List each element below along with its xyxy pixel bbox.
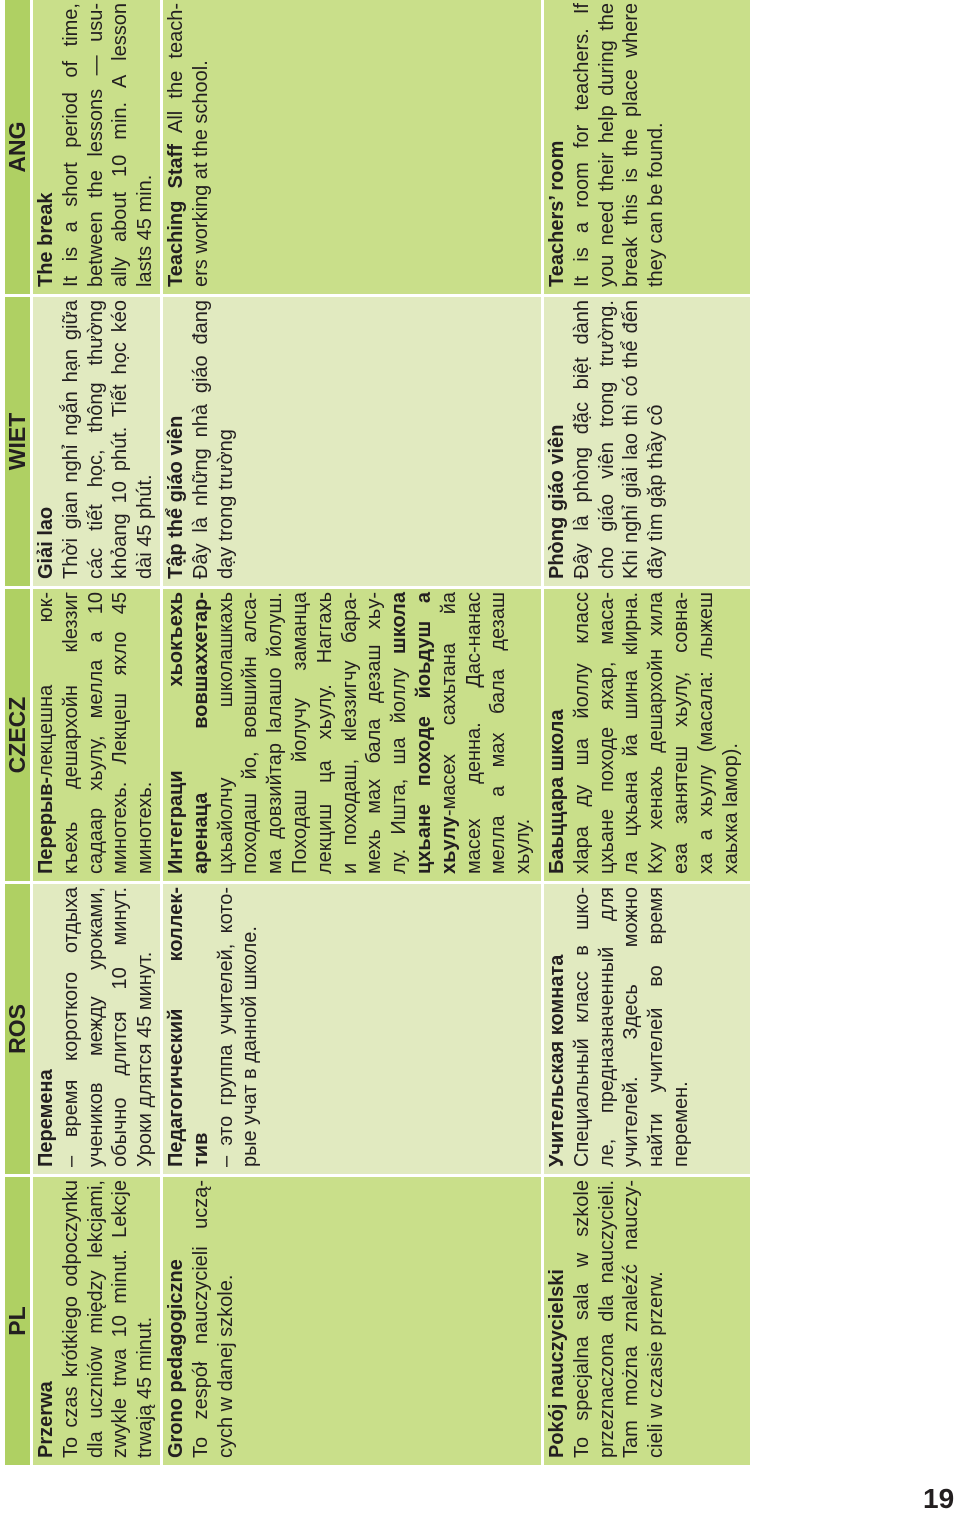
cell-line: еза занятеш хьулу, совна- [669,592,692,874]
term-cell-czecz [33,589,160,881]
cell-line: cieli w czasie przerw. [645,1271,668,1458]
cell-line: Tam można znaleźć nauczy- [620,1180,643,1458]
cell-line: Phòng giáo viên [546,424,568,579]
cell-line: you need their help during the [595,3,618,287]
cell-line [412,592,437,874]
cell-line: Кху хенахь дешархойн хила [645,592,668,874]
term-cell-ang [544,0,750,294]
cell-line: dla uczniów między lekcjami, [84,1180,107,1458]
cell-line: Giải lao [35,506,57,579]
cell-line: обычно длится 10 минут. [109,887,132,1167]
cell-line: Tập thể giáo viên [165,415,187,579]
cell-line: цхьайолчу школашкахь [214,592,237,874]
cell-line: các tiết học, thông thường [84,300,107,579]
cell-line: ла цхьана йа шина кlирна. [620,592,643,874]
cell-line: перемен. [669,1081,692,1167]
term-cell-ros [544,884,750,1174]
cell-line: Педагогический коллек- [165,887,187,1167]
column-header-ang: ANG [5,0,30,294]
cell-line: учителей. Здесь можно [620,887,643,1167]
vocabulary-table [5,0,750,1465]
cell-line: хlара ду ша йоллу класс [570,592,593,874]
cell-line: đây tìm gặp thầy cô [645,404,668,579]
cell-line: садаар хьулу, мелла а 10 [84,592,107,874]
cell-line: походаш йо, вовшийн алса- [239,592,262,874]
cell-line: Pokój nauczycielski [546,1269,568,1458]
term-cell-ang [33,0,160,294]
cell-line: ally about 10 min. A lesson [109,3,132,287]
cell-line: between the lessons — usu- [84,3,107,287]
cell-line: trwają 45 minut. [134,1316,157,1458]
cell-line: Grono pedagogiczne [165,1259,187,1458]
cell-line: przeznaczona dla nauczycieli. [595,1180,618,1458]
term-cell-ang [163,0,541,294]
cell-line: khỏang 10 phút. Tiết học kéo [109,300,132,579]
cell-line: Баьццара школа [546,709,568,874]
term-cell-czecz [163,589,541,881]
cell-line: dạy trong trường [214,429,237,579]
cell-line: Походаш йолучу заманца [288,592,311,874]
cell-line: zwykle trwa 10 minut. Lekcje [109,1180,132,1458]
cell-line: The break [35,192,57,287]
cell-line: cych w danej szkole. [214,1274,237,1458]
cell-line: Thời gian nghỉ ngắn hạn giữa [59,300,82,579]
cell-text: лекцешна юк- [35,592,57,777]
cell-line: минотехь. [134,781,157,874]
cell-line: рые учат в данной школе. [239,926,262,1167]
cell-line: къехь дешархойн кlеззиг [59,592,82,874]
cell-line: – время короткого отдыха [59,887,82,1167]
cell-line [34,592,59,874]
cell-line: хаьхка lамор). [719,743,742,874]
cell-line: It is a room for teachers. If [570,3,593,287]
cell-line: To czas krótkiego odpoczynku [59,1180,82,1458]
cell-line: Учительская комната [546,954,568,1167]
cell-line [164,592,189,874]
cell-text-bold: хьулу [437,816,460,874]
cell-text: -масех сахьтана йа [437,592,460,817]
term-cell-wiet [544,297,750,586]
term-cell-wiet [163,297,541,586]
cell-line: cho giáo viên trong trường. [595,300,618,579]
cell-line: мелла а мах бала дезаш [487,592,510,874]
cell-line [387,592,412,874]
cell-line: учеников между уроками, [84,887,107,1167]
cell-line: – это группа учителей, кото- [214,887,237,1167]
cell-text-bold: аренаца вовшаххетар- [189,592,212,874]
cell-line: и походаш, кlеззигчу бара- [338,592,361,874]
cell-text: All the teach- [165,3,187,145]
cell-text-bold: цхьане походе йоьдуш а [412,592,435,874]
cell-line: тив [189,1132,212,1167]
cell-text-bold: школа [388,592,411,654]
cell-line: To zespół nauczycieli uczą- [189,1180,212,1458]
cell-line: ха а хьулу (масала: лыжеш [694,592,717,874]
cell-text-bold: Интеграци хьокъехь [165,592,187,874]
cell-line: ле, предназначенный для [595,887,618,1167]
cell-line: ers working at the school. [189,60,212,287]
term-cell-pl [544,1177,750,1465]
term-cell-ros [163,884,541,1174]
cell-line: лекциш ца хьулу. Наггахь [313,592,336,874]
cell-line [437,592,462,874]
column-header-czecz: CZECZ [5,589,30,881]
term-cell-pl [33,1177,160,1465]
cell-line: Przerwa [35,1381,57,1458]
cell-line: минотехь. Лекцеш яхло 45 [109,592,132,874]
cell-line: Перемена [35,1069,57,1167]
cell-line: dài 45 phút. [134,474,157,579]
term-cell-ros [33,884,160,1174]
cell-line [164,3,189,287]
cell-line: Уроки длятся 45 минут. [134,951,157,1167]
cell-line: break this is the place where [620,3,643,287]
cell-line: мехь мах бала дезаш хьу- [363,592,386,874]
cell-line: To specjalna sala w szkole [570,1180,593,1458]
cell-text-bold: Перерыв- [35,776,57,874]
cell-line: lasts 45 min. [134,174,157,287]
cell-line: ма довзийтар lалашо йолуш. [264,592,287,874]
cell-line: Teachers’ room [546,140,568,287]
cell-line: найти учителей во время [645,887,668,1167]
cell-line: цхьане походе яхар, маса- [595,592,618,874]
cell-line: they can be found. [645,122,668,287]
cell-line: It is a short period of time, [59,3,82,287]
page-number: 19 [923,1483,955,1514]
cell-text-bold: Teaching Staff [165,144,187,287]
cell-line: Специальный класс в шко- [570,887,593,1167]
column-header-ros: ROS [5,884,30,1174]
cell-line: Khi nghỉ giải lao thì có thể đến [620,300,643,579]
cell-line: Đây là những nhà giáo đang [189,300,212,579]
cell-text: лу. Ишта, ша йоллу [388,653,411,874]
column-header-pl: PL [5,1177,30,1465]
column-header-wiet: WIET [5,297,30,586]
cell-line [189,592,214,874]
cell-line: хьулу. [512,818,535,874]
term-cell-czecz [544,589,750,881]
cell-line: Đây là phòng đặc biệt dành [570,300,593,579]
term-cell-wiet [33,297,160,586]
term-cell-pl [163,1177,541,1465]
cell-line: масех денна. Дас-нанас [462,592,485,874]
